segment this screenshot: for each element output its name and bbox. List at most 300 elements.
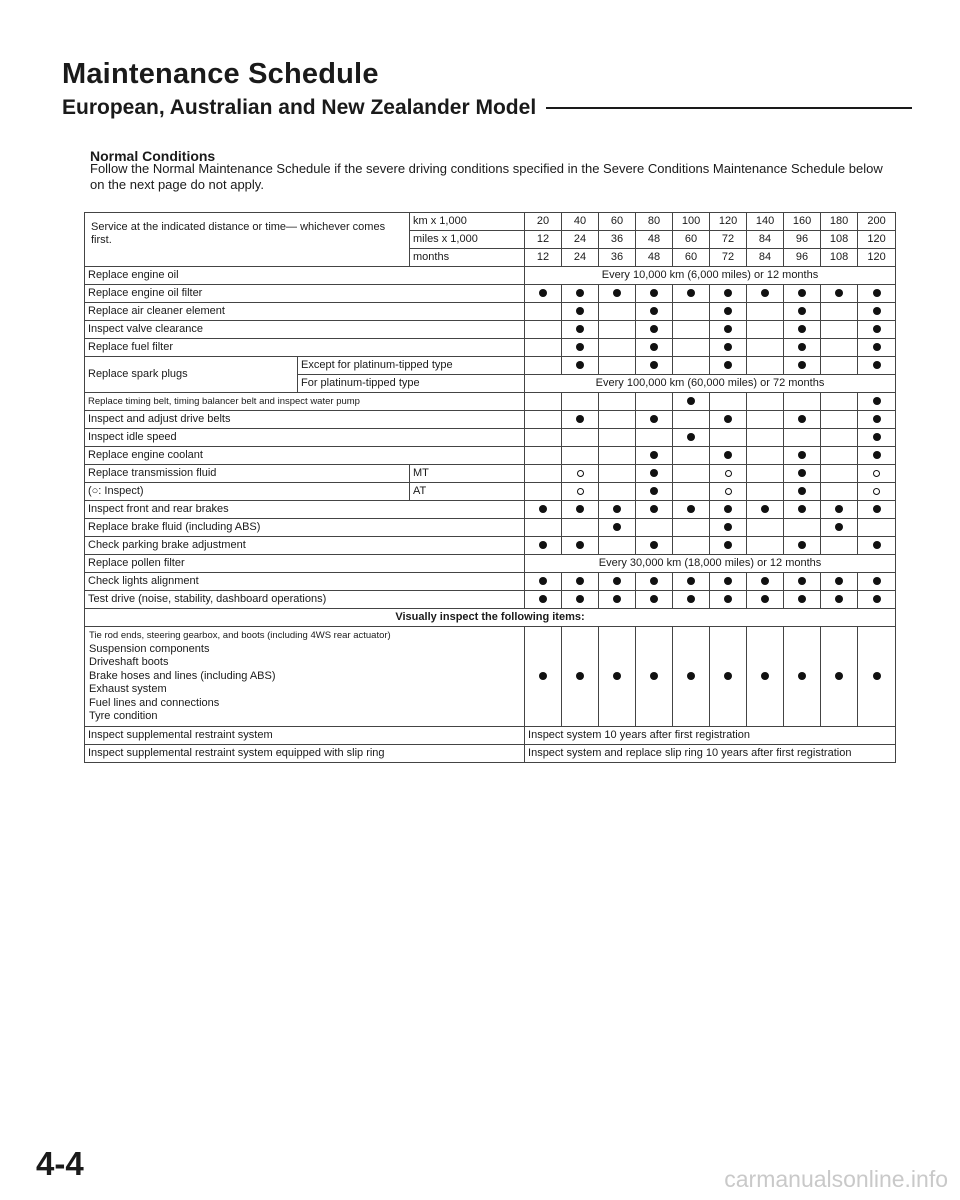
replace-dot-icon bbox=[724, 289, 732, 297]
mark-cell bbox=[525, 447, 562, 465]
replace-dot-icon bbox=[873, 672, 881, 680]
row-label: Inspect valve clearance bbox=[85, 321, 525, 339]
inspect-circle-icon bbox=[873, 488, 880, 495]
replace-dot-icon bbox=[798, 451, 806, 459]
replace-dot-icon bbox=[650, 505, 658, 513]
mark-cell bbox=[562, 537, 599, 555]
mark-cell bbox=[673, 429, 710, 447]
mark-cell bbox=[525, 411, 562, 429]
replace-dot-icon bbox=[835, 289, 843, 297]
mark-cell bbox=[562, 285, 599, 303]
mark-cell bbox=[636, 429, 673, 447]
mark-cell bbox=[525, 429, 562, 447]
mark-cell bbox=[525, 285, 562, 303]
mark-cell bbox=[636, 627, 673, 727]
row-fuel-filter bbox=[85, 339, 896, 357]
mark-cell bbox=[858, 429, 896, 447]
miles-cell: 96 bbox=[784, 231, 821, 249]
mark-cell bbox=[784, 321, 821, 339]
mark-cell bbox=[636, 339, 673, 357]
mark-cell bbox=[599, 573, 636, 591]
mark-cell bbox=[673, 465, 710, 483]
replace-dot-icon bbox=[650, 451, 658, 459]
replace-dot-icon bbox=[724, 523, 732, 531]
replace-dot-icon bbox=[798, 541, 806, 549]
row-label: Inspect and adjust drive belts bbox=[85, 411, 525, 429]
mark-cell bbox=[562, 357, 599, 375]
replace-dot-icon bbox=[650, 343, 658, 351]
mark-cell bbox=[599, 537, 636, 555]
replace-dot-icon bbox=[576, 577, 584, 585]
row-timing-belt bbox=[85, 393, 896, 411]
replace-dot-icon bbox=[873, 577, 881, 585]
replace-dot-icon bbox=[650, 415, 658, 423]
mark-cell bbox=[858, 537, 896, 555]
mark-cell bbox=[784, 483, 821, 501]
mark-cell bbox=[784, 411, 821, 429]
mark-cell bbox=[562, 447, 599, 465]
replace-dot-icon bbox=[724, 577, 732, 585]
row-label: Replace engine oil filter bbox=[85, 285, 525, 303]
replace-dot-icon bbox=[539, 289, 547, 297]
replace-dot-icon bbox=[873, 433, 881, 441]
mark-cell bbox=[636, 447, 673, 465]
interval-text: Every 100,000 km (60,000 miles) or 72 months bbox=[525, 375, 896, 393]
mark-cell bbox=[821, 519, 858, 537]
row-transmission-at bbox=[85, 483, 896, 501]
mark-cell bbox=[858, 393, 896, 411]
replace-dot-icon bbox=[798, 577, 806, 585]
replace-dot-icon bbox=[873, 451, 881, 459]
visual-item: Tyre condition bbox=[89, 710, 158, 722]
mark-cell bbox=[673, 519, 710, 537]
mark-cell bbox=[636, 483, 673, 501]
replace-dot-icon bbox=[724, 451, 732, 459]
mark-cell bbox=[562, 393, 599, 411]
replace-dot-icon bbox=[687, 289, 695, 297]
page-number: 4-4 bbox=[36, 1145, 84, 1182]
mark-cell bbox=[747, 429, 784, 447]
mark-cell bbox=[784, 465, 821, 483]
replace-dot-icon bbox=[613, 505, 621, 513]
mark-cell bbox=[821, 483, 858, 501]
mark-cell bbox=[562, 339, 599, 357]
replace-dot-icon bbox=[539, 505, 547, 513]
mark-cell bbox=[599, 303, 636, 321]
row-visual-header bbox=[85, 609, 896, 627]
mark-cell bbox=[710, 537, 747, 555]
mark-cell bbox=[710, 303, 747, 321]
mark-cell bbox=[821, 465, 858, 483]
mark-cell bbox=[821, 447, 858, 465]
inspect-circle-icon bbox=[725, 488, 732, 495]
row-pollen-filter bbox=[85, 555, 896, 573]
row-parking-brake bbox=[85, 537, 896, 555]
mark-cell bbox=[747, 501, 784, 519]
mark-cell bbox=[747, 537, 784, 555]
mark-cell bbox=[710, 591, 747, 609]
replace-dot-icon bbox=[576, 289, 584, 297]
replace-dot-icon bbox=[650, 361, 658, 369]
mark-cell bbox=[858, 501, 896, 519]
replace-dot-icon bbox=[576, 505, 584, 513]
mark-cell bbox=[784, 447, 821, 465]
row-label: Replace engine coolant bbox=[85, 447, 525, 465]
mark-cell bbox=[673, 339, 710, 357]
replace-dot-icon bbox=[724, 672, 732, 680]
replace-dot-icon bbox=[761, 672, 769, 680]
mark-cell bbox=[562, 591, 599, 609]
mark-cell bbox=[599, 285, 636, 303]
row-srs bbox=[85, 726, 896, 744]
replace-dot-icon bbox=[687, 397, 695, 405]
row-test-drive bbox=[85, 591, 896, 609]
service-interval-note: Service at the indicated distance or time— whichever comes first. bbox=[85, 213, 410, 267]
mark-cell bbox=[599, 627, 636, 727]
mark-cell bbox=[747, 573, 784, 591]
months-cell: 96 bbox=[784, 249, 821, 267]
visual-item: Suspension components bbox=[89, 642, 210, 655]
replace-dot-icon bbox=[798, 672, 806, 680]
mark-cell bbox=[710, 483, 747, 501]
replace-dot-icon bbox=[873, 415, 881, 423]
mark-cell bbox=[525, 573, 562, 591]
km-cell: 180 bbox=[821, 213, 858, 231]
replace-dot-icon bbox=[873, 505, 881, 513]
replace-dot-icon bbox=[835, 577, 843, 585]
mark-cell bbox=[710, 411, 747, 429]
replace-dot-icon bbox=[650, 541, 658, 549]
mark-cell bbox=[821, 303, 858, 321]
replace-dot-icon bbox=[761, 505, 769, 513]
conditions-text: Follow the Normal Maintenance Schedule if the severe driving conditions specified in the Severe Conditions Maintenance Schedule below on the next page do not apply. bbox=[90, 161, 883, 192]
mark-cell bbox=[673, 303, 710, 321]
row-sublabel: For platinum-tipped type bbox=[298, 375, 525, 393]
mark-cell bbox=[636, 357, 673, 375]
replace-dot-icon bbox=[761, 289, 769, 297]
mark-cell bbox=[599, 393, 636, 411]
replace-dot-icon bbox=[687, 577, 695, 585]
replace-dot-icon bbox=[687, 595, 695, 603]
km-cell: 160 bbox=[784, 213, 821, 231]
row-oil-filter bbox=[85, 285, 896, 303]
mark-cell bbox=[784, 339, 821, 357]
km-label: km x 1,000 bbox=[410, 213, 525, 231]
mark-cell bbox=[821, 429, 858, 447]
visual-item: Driveshaft boots bbox=[89, 656, 169, 668]
mark-cell bbox=[710, 393, 747, 411]
row-label: Replace transmission fluid bbox=[85, 465, 410, 483]
mark-cell bbox=[784, 573, 821, 591]
replace-dot-icon bbox=[650, 595, 658, 603]
mark-cell bbox=[821, 537, 858, 555]
interval-text: Every 30,000 km (18,000 miles) or 12 months bbox=[525, 555, 896, 573]
mark-cell bbox=[784, 357, 821, 375]
months-cell: 12 bbox=[525, 249, 562, 267]
months-cell: 120 bbox=[858, 249, 896, 267]
row-label: Replace timing belt, timing balancer belt and inspect water pump bbox=[85, 393, 525, 411]
replace-dot-icon bbox=[724, 361, 732, 369]
mark-cell bbox=[599, 519, 636, 537]
mark-cell bbox=[821, 411, 858, 429]
mark-cell bbox=[562, 483, 599, 501]
mark-cell bbox=[562, 303, 599, 321]
months-label: months bbox=[410, 249, 525, 267]
row-brakes bbox=[85, 501, 896, 519]
row-valve-clearance bbox=[85, 321, 896, 339]
replace-dot-icon bbox=[539, 595, 547, 603]
replace-dot-icon bbox=[798, 505, 806, 513]
row-srs-slip-ring bbox=[85, 744, 896, 762]
replace-dot-icon bbox=[798, 289, 806, 297]
mark-cell bbox=[821, 501, 858, 519]
row-label: Replace air cleaner element bbox=[85, 303, 525, 321]
mark-cell bbox=[636, 519, 673, 537]
mark-cell bbox=[784, 501, 821, 519]
mark-cell bbox=[710, 357, 747, 375]
mark-cell bbox=[710, 465, 747, 483]
mark-cell bbox=[821, 339, 858, 357]
replace-dot-icon bbox=[873, 397, 881, 405]
km-cell: 100 bbox=[673, 213, 710, 231]
row-label: Check parking brake adjustment bbox=[85, 537, 525, 555]
row-label: Inspect front and rear brakes bbox=[85, 501, 525, 519]
replace-dot-icon bbox=[798, 415, 806, 423]
months-cell: 108 bbox=[821, 249, 858, 267]
mark-cell bbox=[636, 591, 673, 609]
mark-cell bbox=[710, 573, 747, 591]
mark-cell bbox=[599, 501, 636, 519]
mt-label: MT bbox=[410, 465, 525, 483]
miles-label: miles x 1,000 bbox=[410, 231, 525, 249]
subtitle-rule bbox=[546, 107, 912, 109]
replace-dot-icon bbox=[724, 595, 732, 603]
page-subtitle: European, Australian and New Zealander Model bbox=[62, 96, 537, 119]
replace-dot-icon bbox=[576, 595, 584, 603]
row-air-cleaner bbox=[85, 303, 896, 321]
mark-cell bbox=[525, 591, 562, 609]
row-label: Replace pollen filter bbox=[85, 555, 525, 573]
replace-dot-icon bbox=[724, 343, 732, 351]
replace-dot-icon bbox=[613, 672, 621, 680]
replace-dot-icon bbox=[798, 343, 806, 351]
inspect-circle-icon bbox=[725, 470, 732, 477]
miles-cell: 84 bbox=[747, 231, 784, 249]
mark-cell bbox=[673, 627, 710, 727]
row-label: Inspect supplemental restraint system equipped with slip ring bbox=[85, 744, 525, 762]
miles-cell: 24 bbox=[562, 231, 599, 249]
mark-cell bbox=[673, 357, 710, 375]
mark-cell bbox=[858, 411, 896, 429]
at-label: AT bbox=[410, 483, 525, 501]
mark-cell bbox=[636, 537, 673, 555]
mark-cell bbox=[562, 501, 599, 519]
replace-dot-icon bbox=[539, 577, 547, 585]
replace-dot-icon bbox=[873, 289, 881, 297]
replace-dot-icon bbox=[798, 325, 806, 333]
mark-cell bbox=[710, 339, 747, 357]
km-cell: 120 bbox=[710, 213, 747, 231]
replace-dot-icon bbox=[650, 289, 658, 297]
replace-dot-icon bbox=[539, 672, 547, 680]
inspect-circle-icon bbox=[577, 488, 584, 495]
miles-cell: 72 bbox=[710, 231, 747, 249]
conditions-title: Normal Conditions bbox=[90, 148, 216, 164]
replace-dot-icon bbox=[873, 307, 881, 315]
replace-dot-icon bbox=[798, 487, 806, 495]
miles-cell: 60 bbox=[673, 231, 710, 249]
mark-cell bbox=[673, 321, 710, 339]
mark-cell bbox=[858, 519, 896, 537]
mark-cell bbox=[673, 537, 710, 555]
mark-cell bbox=[747, 285, 784, 303]
replace-dot-icon bbox=[576, 307, 584, 315]
replace-dot-icon bbox=[687, 672, 695, 680]
row-sublabel: Except for platinum-tipped type bbox=[298, 357, 525, 375]
mark-cell bbox=[821, 357, 858, 375]
replace-dot-icon bbox=[576, 415, 584, 423]
mark-cell bbox=[784, 429, 821, 447]
mark-cell bbox=[858, 357, 896, 375]
mark-cell bbox=[525, 627, 562, 727]
visual-item: Fuel lines and connections bbox=[89, 696, 220, 709]
replace-dot-icon bbox=[798, 469, 806, 477]
visual-items-list bbox=[85, 627, 525, 727]
replace-dot-icon bbox=[798, 361, 806, 369]
interval-text: Inspect system 10 years after first registration bbox=[525, 726, 896, 744]
mark-cell bbox=[525, 303, 562, 321]
mark-cell bbox=[821, 573, 858, 591]
replace-dot-icon bbox=[613, 289, 621, 297]
replace-dot-icon bbox=[576, 361, 584, 369]
mark-cell bbox=[525, 321, 562, 339]
months-cell: 36 bbox=[599, 249, 636, 267]
row-label: Test drive (noise, stability, dashboard operations) bbox=[85, 591, 525, 609]
mark-cell bbox=[525, 519, 562, 537]
row-idle-speed bbox=[85, 429, 896, 447]
mark-cell bbox=[599, 447, 636, 465]
km-cell: 80 bbox=[636, 213, 673, 231]
row-spark-plugs bbox=[85, 357, 896, 375]
replace-dot-icon bbox=[650, 325, 658, 333]
mark-cell bbox=[562, 573, 599, 591]
mark-cell bbox=[562, 465, 599, 483]
replace-dot-icon bbox=[576, 325, 584, 333]
replace-dot-icon bbox=[761, 595, 769, 603]
mark-cell bbox=[747, 591, 784, 609]
mark-cell bbox=[784, 303, 821, 321]
mark-cell bbox=[747, 411, 784, 429]
row-transmission-mt bbox=[85, 465, 896, 483]
replace-dot-icon bbox=[539, 541, 547, 549]
mark-cell bbox=[784, 627, 821, 727]
mark-cell bbox=[562, 429, 599, 447]
mark-cell bbox=[673, 483, 710, 501]
mark-cell bbox=[858, 303, 896, 321]
mark-cell bbox=[710, 447, 747, 465]
mark-cell bbox=[636, 465, 673, 483]
replace-dot-icon bbox=[835, 523, 843, 531]
km-cell: 140 bbox=[747, 213, 784, 231]
mark-cell bbox=[636, 411, 673, 429]
mark-cell bbox=[858, 285, 896, 303]
mark-cell bbox=[858, 339, 896, 357]
replace-dot-icon bbox=[873, 361, 881, 369]
mark-cell bbox=[858, 483, 896, 501]
mark-cell bbox=[673, 591, 710, 609]
row-coolant bbox=[85, 447, 896, 465]
mark-cell bbox=[858, 447, 896, 465]
replace-dot-icon bbox=[873, 541, 881, 549]
mark-cell bbox=[858, 627, 896, 727]
replace-dot-icon bbox=[873, 595, 881, 603]
mark-cell bbox=[599, 357, 636, 375]
row-drive-belts bbox=[85, 411, 896, 429]
mark-cell bbox=[784, 591, 821, 609]
km-cell: 20 bbox=[525, 213, 562, 231]
mark-cell bbox=[562, 321, 599, 339]
mark-cell bbox=[747, 339, 784, 357]
km-cell: 200 bbox=[858, 213, 896, 231]
mark-cell bbox=[673, 285, 710, 303]
inspect-circle-icon bbox=[577, 470, 584, 477]
replace-dot-icon bbox=[835, 505, 843, 513]
mark-cell bbox=[673, 393, 710, 411]
row-label: Replace fuel filter bbox=[85, 339, 525, 357]
mark-cell bbox=[821, 591, 858, 609]
km-cell: 40 bbox=[562, 213, 599, 231]
replace-dot-icon bbox=[798, 595, 806, 603]
mark-cell bbox=[747, 303, 784, 321]
subtitle-row bbox=[62, 96, 912, 120]
inspect-circle-icon bbox=[873, 470, 880, 477]
mark-cell bbox=[821, 321, 858, 339]
mark-cell bbox=[636, 393, 673, 411]
mark-cell bbox=[747, 627, 784, 727]
mark-cell bbox=[673, 501, 710, 519]
replace-dot-icon bbox=[650, 577, 658, 585]
mark-cell bbox=[599, 411, 636, 429]
miles-cell: 36 bbox=[599, 231, 636, 249]
mark-cell bbox=[636, 321, 673, 339]
row-lights-alignment bbox=[85, 573, 896, 591]
row-label: Replace brake fluid (including ABS) bbox=[85, 519, 525, 537]
row-label: Inspect supplemental restraint system bbox=[85, 726, 525, 744]
miles-cell: 120 bbox=[858, 231, 896, 249]
months-cell: 48 bbox=[636, 249, 673, 267]
mark-cell bbox=[525, 537, 562, 555]
replace-dot-icon bbox=[835, 672, 843, 680]
mark-cell bbox=[710, 501, 747, 519]
replace-dot-icon bbox=[835, 595, 843, 603]
replace-dot-icon bbox=[613, 577, 621, 585]
mark-cell bbox=[525, 465, 562, 483]
mark-cell bbox=[525, 393, 562, 411]
visual-inspect-header: Visually inspect the following items: bbox=[85, 609, 896, 627]
replace-dot-icon bbox=[724, 541, 732, 549]
mark-cell bbox=[636, 573, 673, 591]
replace-dot-icon bbox=[687, 505, 695, 513]
mark-cell bbox=[710, 519, 747, 537]
mark-cell bbox=[821, 285, 858, 303]
row-brake-fluid bbox=[85, 519, 896, 537]
mark-cell bbox=[525, 483, 562, 501]
miles-cell: 108 bbox=[821, 231, 858, 249]
visual-item: Brake hoses and lines (including ABS) bbox=[89, 669, 276, 682]
mark-cell bbox=[673, 447, 710, 465]
mark-cell bbox=[599, 591, 636, 609]
mark-cell bbox=[525, 501, 562, 519]
